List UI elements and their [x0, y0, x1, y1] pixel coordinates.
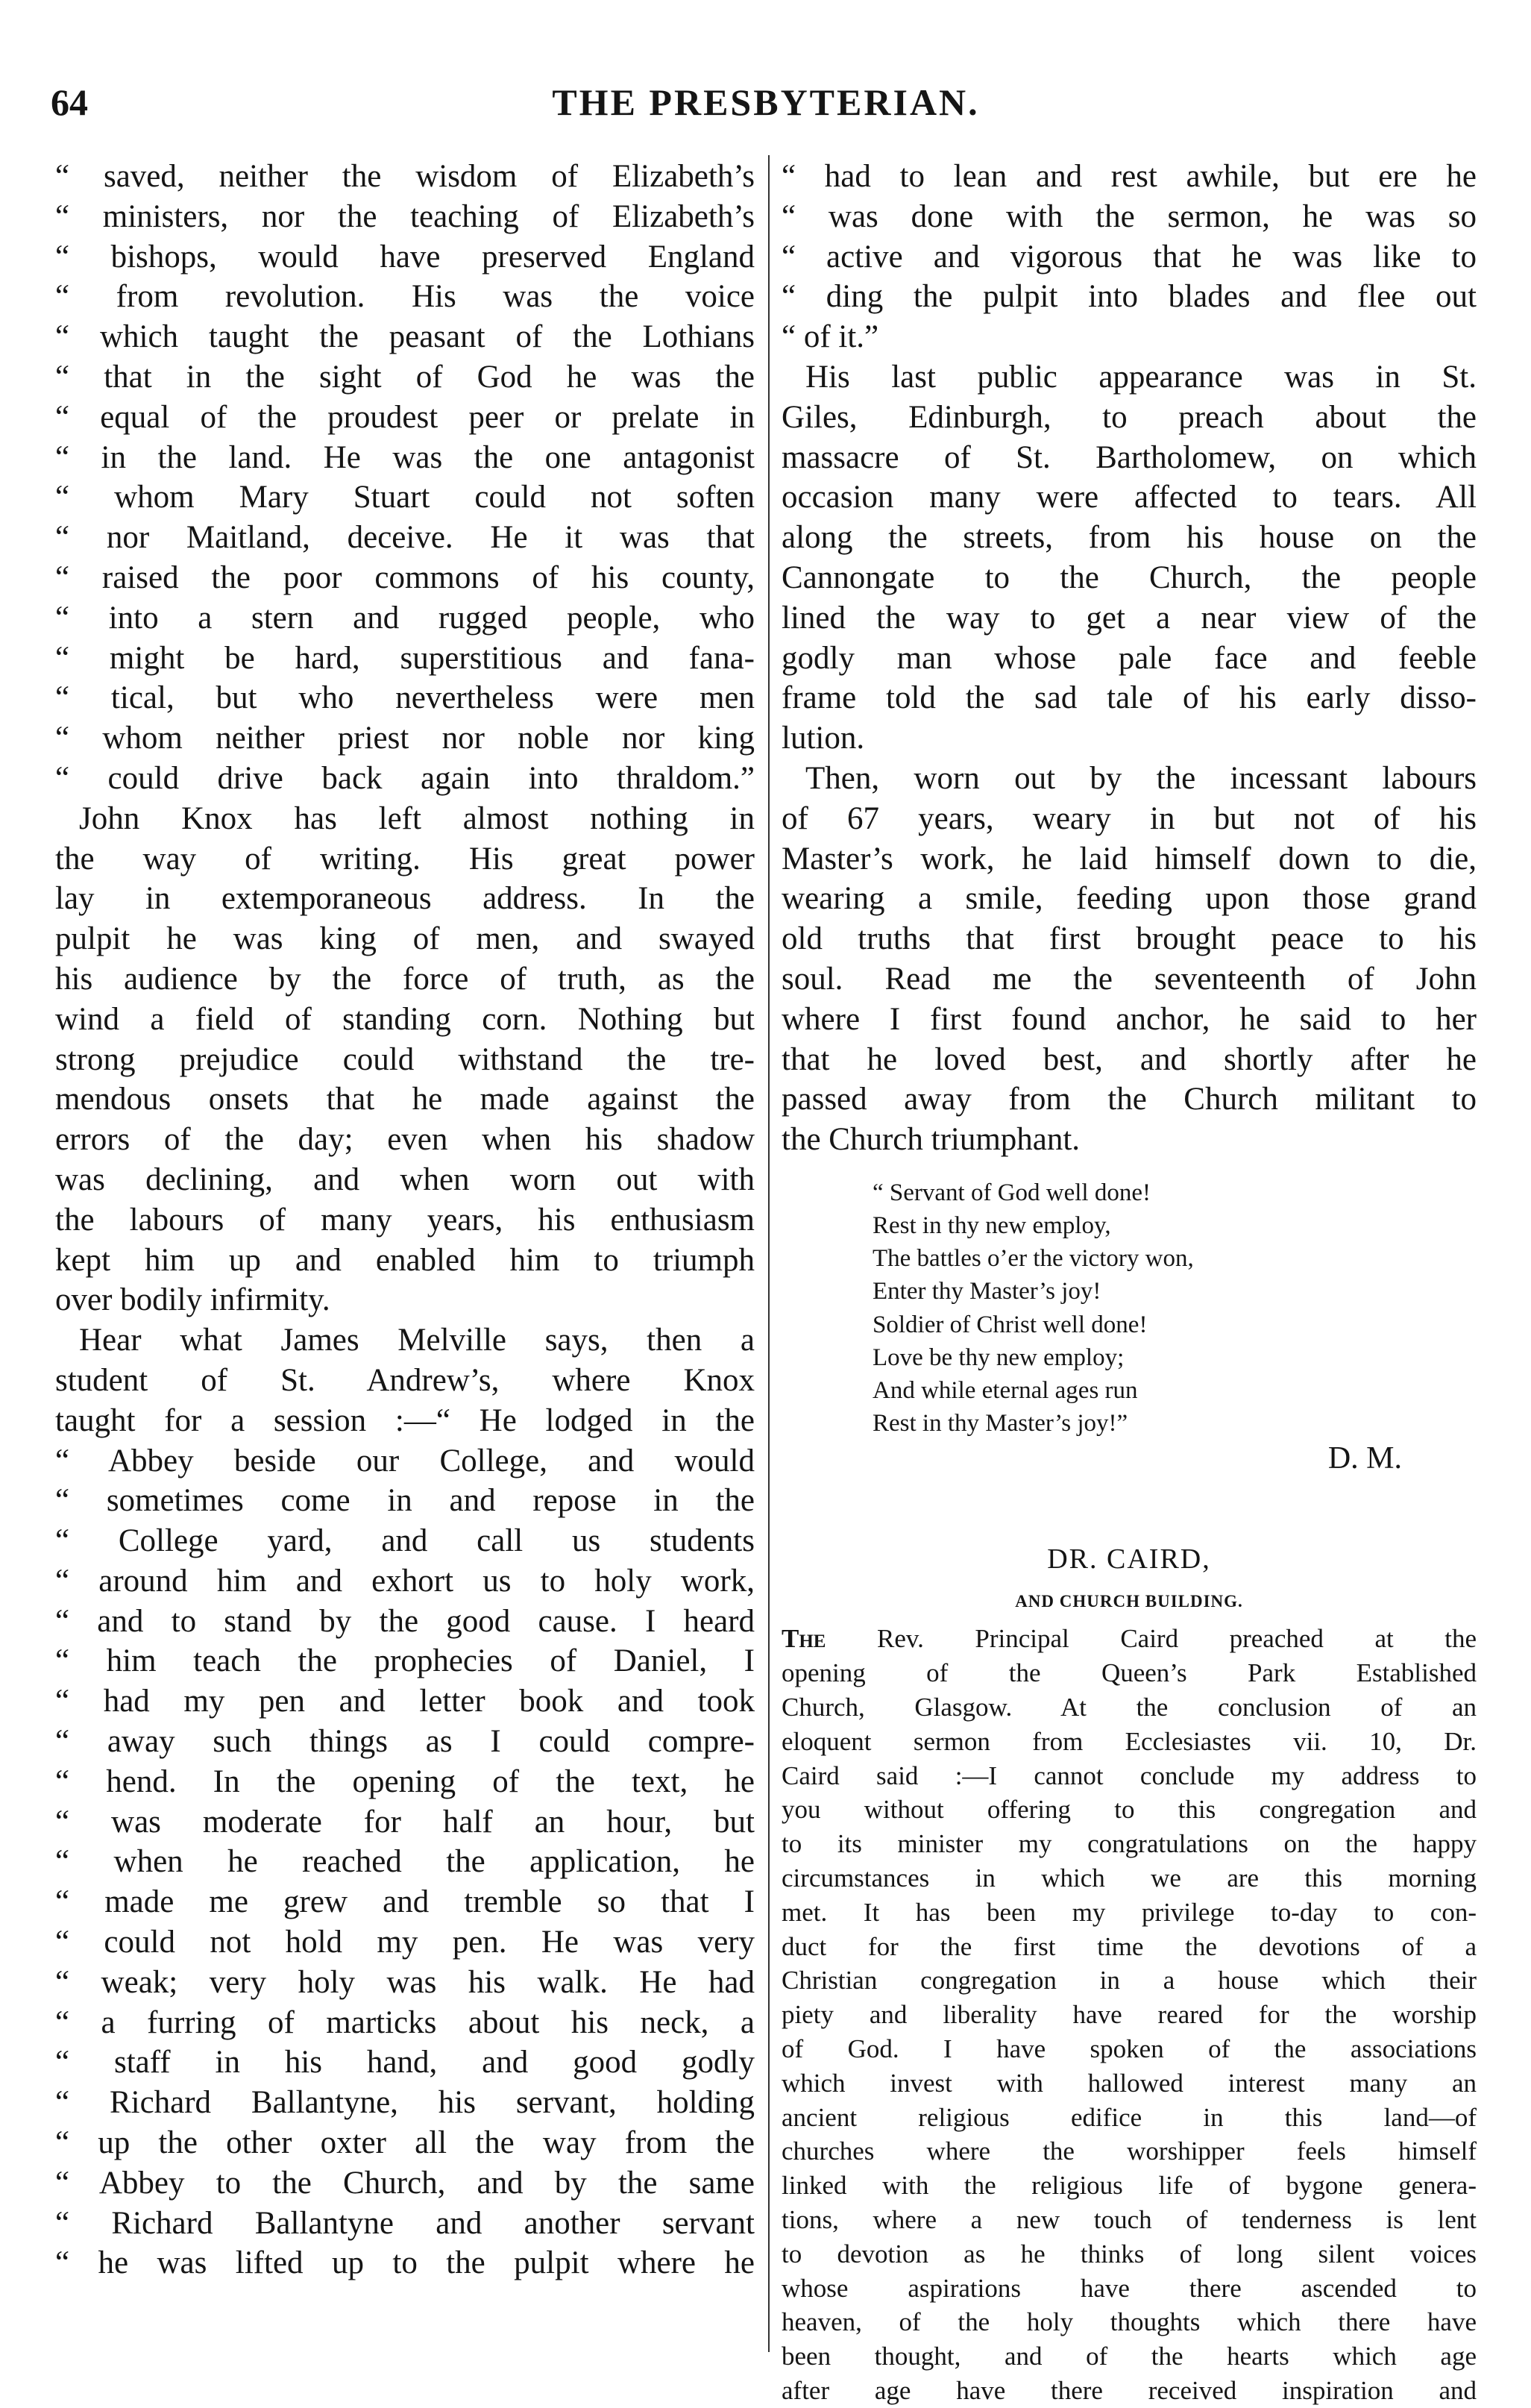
text-line: “ when he reached the application, he — [55, 1844, 755, 1880]
poem-line: The battles o’er the victory won, — [873, 1245, 1194, 1273]
text-line: lution. — [782, 721, 865, 756]
article-line: you without offering to this congregation and — [782, 1795, 1477, 1825]
article-line: Caird said :—I cannot conclude my address to — [782, 1760, 1477, 1790]
text-line: “ weak; very holy was his walk. He had — [55, 1964, 755, 2000]
article-lead: The — [782, 1624, 826, 1654]
poem-line: Enter thy Master’s joy! — [873, 1278, 1101, 1305]
text-line: the way of writing. His great power — [55, 841, 755, 877]
text-line: “ hend. In the opening of the text, he — [55, 1763, 755, 1799]
poem-line: And while eternal ages run — [873, 1377, 1138, 1405]
article-line: Church, Glasgow. At the conclusion of an — [782, 1693, 1477, 1722]
poem-line: Love be thy new employ; — [873, 1343, 1125, 1371]
text-line: passed away from the Church militant to — [782, 1082, 1477, 1117]
left-column — [55, 157, 755, 2283]
text-line: his audience by the force of truth, as the — [55, 961, 755, 997]
text-line: John Knox has left almost nothing in — [79, 800, 755, 836]
text-line: “ bishops, would have preserved England — [55, 239, 755, 275]
article-line: which invest with hallowed interest many an — [782, 2068, 1477, 2098]
text-line: “ Richard Ballantyne, his servant, holding — [55, 2085, 755, 2121]
text-line: errors of the day; even when his shadow — [55, 1122, 755, 1158]
text-line: “ ministers, nor the teaching of Elizabeth’s — [55, 198, 755, 234]
text-line: “ might be hard, superstitious and fana- — [55, 640, 755, 676]
text-line: along the streets, from his house on the — [782, 520, 1477, 556]
signature: D. M. — [1327, 1441, 1402, 1476]
text-line: Cannongate to the Church, the people — [782, 559, 1477, 595]
text-line: frame told the sad tale of his early disso- — [782, 680, 1477, 716]
text-line: “ raised the poor commons of his county, — [55, 559, 755, 595]
text-line: “ away such things as I could compre- — [55, 1724, 755, 1760]
text-line: “ Richard Ballantyne and another servant — [55, 2205, 755, 2241]
text-line: “ whom neither priest nor noble nor king — [55, 721, 755, 756]
text-line: over bodily infirmity. — [55, 1282, 330, 1318]
text-line: Hear what James Melville says, then a — [79, 1323, 755, 1358]
text-line: “ active and vigorous that he was like to — [782, 239, 1477, 275]
text-line: student of St. Andrew’s, where Knox — [55, 1362, 755, 1398]
text-line: “ from revolution. His was the voice — [55, 279, 755, 315]
text-line: old truths that first brought peace to his — [782, 921, 1477, 957]
text-line: pulpit he was king of men, and swayed — [55, 921, 755, 957]
text-line: “ had to lean and rest awhile, but ere he — [782, 159, 1477, 194]
text-line: “ nor Maitland, deceive. He it was that — [55, 520, 755, 556]
text-line: “ and to stand by the good cause. I heard — [55, 1603, 755, 1639]
text-line: His last public appearance was in St. — [805, 359, 1477, 395]
article-line: churches where the worshipper feels himself — [782, 2136, 1477, 2166]
text-line: “ which taught the peasant of the Lothians — [55, 319, 755, 355]
text-line: “ ding the pulpit into blades and flee out — [782, 279, 1477, 315]
text-line: of 67 years, weary in but not of his — [782, 800, 1477, 836]
text-line: “ whom Mary Stuart could not soften — [55, 480, 755, 515]
page-number: 64 — [51, 81, 88, 123]
text-line: occasion many were affected to tears. All — [782, 480, 1477, 515]
text-line: “ in the land. He was the one antagonist — [55, 439, 755, 475]
text-line: “ College yard, and call us students — [55, 1523, 755, 1559]
text-line: lay in extemporaneous address. In the — [55, 881, 755, 917]
running-title: THE PRESBYTERIAN. — [552, 81, 980, 123]
text-line: “ a furring of marticks about his neck, a — [55, 2004, 755, 2040]
right-column — [782, 157, 1477, 2408]
text-line: “ Abbey beside our College, and would — [55, 1443, 755, 1479]
text-line: Master’s work, he laid himself down to die, — [782, 841, 1477, 877]
article-line: linked with the religious life of bygone genera- — [782, 2171, 1477, 2201]
text-line: wearing a smile, feeding upon those grand — [782, 881, 1477, 917]
text-line: Then, worn out by the incessant labours — [805, 760, 1477, 796]
article-line: been thought, and of the hearts which age — [782, 2342, 1477, 2371]
article-line: heaven, of the holy thoughts which there have — [782, 2307, 1477, 2337]
text-line: godly man whose pale face and feeble — [782, 640, 1477, 676]
text-line: Giles, Edinburgh, to preach about the — [782, 399, 1477, 435]
article-line: ancient religious edifice in this land—of — [782, 2102, 1477, 2132]
poem-line: Soldier of Christ well done! — [873, 1311, 1148, 1338]
text-line: “ up the other oxter all the way from the — [55, 2125, 755, 2161]
text-line: where I first found anchor, he said to her — [782, 1001, 1477, 1037]
text-line: kept him up and enabled him to triumph — [55, 1242, 755, 1278]
text-line: “ that in the sight of God he was the — [55, 359, 755, 395]
text-line: “ had my pen and letter book and took — [55, 1684, 755, 1719]
text-line: “ he was lifted up to the pulpit where he — [55, 2245, 755, 2281]
text-line: taught for a session :—“ He lodged in the — [55, 1402, 755, 1438]
text-line: “ staff in his hand, and good godly — [55, 2045, 755, 2081]
text-line: “ into a stern and rugged people, who — [55, 600, 755, 636]
text-line: “ was done with the sermon, he was so — [782, 198, 1477, 234]
article-line: to its minister my congratulations on the happy — [782, 1829, 1477, 1859]
article-line: whose aspirations have there ascended to — [782, 2273, 1477, 2303]
article-line: tions, where a new touch of tenderness is lent — [782, 2204, 1477, 2234]
text-line: wind a field of standing corn. Nothing but — [55, 1001, 755, 1037]
article-line: eloquent sermon from Ecclesiastes vii. 10, Dr. — [782, 1726, 1477, 1756]
text-line: “ made me grew and tremble so that I — [55, 1884, 755, 1920]
column-divider — [768, 155, 770, 2352]
article-line: piety and liberality have reared for the worship — [782, 2000, 1477, 2030]
text-line: “ was moderate for half an hour, but — [55, 1804, 755, 1840]
page-header — [51, 81, 1481, 133]
text-line: that he loved best, and shortly after he — [782, 1041, 1477, 1077]
text-line: “ around him and exhort us to holy work, — [55, 1563, 755, 1599]
text-line: “ could drive back again into thraldom.” — [55, 760, 755, 796]
text-line: soul. Read me the seventeenth of John — [782, 961, 1477, 997]
article-line-text: Rev. Principal Caird preached at the — [877, 1624, 1477, 1654]
text-line: “ of it.” — [782, 319, 879, 355]
text-line: “ could not hold my pen. He was very — [55, 1925, 755, 1960]
article-line: duct for the first time the devotions of a — [782, 1931, 1477, 1961]
article-line: met. It has been my privilege to-day to con- — [782, 1897, 1477, 1927]
text-line: was declining, and when worn out with — [55, 1161, 755, 1197]
text-line: mendous onsets that he made against the — [55, 1082, 755, 1117]
article-line: circumstances in which we are this morning — [782, 1863, 1477, 1893]
text-line: strong prejudice could withstand the tre- — [55, 1041, 755, 1077]
article-line: to devotion as he thinks of long silent voices — [782, 2239, 1477, 2269]
article-line: after age have there received inspiration and — [782, 2375, 1477, 2405]
text-line: “ him teach the prophecies of Daniel, I — [55, 1643, 755, 1679]
article-line — [782, 1622, 1477, 1656]
text-line: “ equal of the proudest peer or prelate in — [55, 399, 755, 435]
poem-line: “ Servant of God well done! — [873, 1179, 1151, 1206]
text-line: “ saved, neither the wisdom of Elizabeth’s — [55, 159, 755, 194]
text-line: “ tical, but who nevertheless were men — [55, 680, 755, 716]
article-line: Christian congregation in a house which their — [782, 1966, 1477, 1995]
text-line: the labours of many years, his enthusiasm — [55, 1202, 755, 1238]
poem-line: Rest in thy Master’s joy!” — [873, 1410, 1128, 1437]
text-line: the Church triumphant. — [782, 1122, 1081, 1158]
text-line: “ Abbey to the Church, and by the same — [55, 2165, 755, 2201]
poem-line: Rest in thy new employ, — [873, 1212, 1111, 1240]
article-title: DR. CAIRD, — [1047, 1543, 1211, 1575]
text-line: massacre of St. Bartholomew, on which — [782, 439, 1477, 475]
text-line: “ sometimes come in and repose in the — [55, 1483, 755, 1519]
poem — [873, 1176, 1477, 1440]
article-line: opening of the Queen’s Park Established — [782, 1658, 1477, 1688]
article-subtitle: AND CHURCH BUILDING. — [1015, 1592, 1243, 1611]
text-line: lined the way to get a near view of the — [782, 600, 1477, 636]
article-line: of God. I have spoken of the associations — [782, 2034, 1477, 2063]
